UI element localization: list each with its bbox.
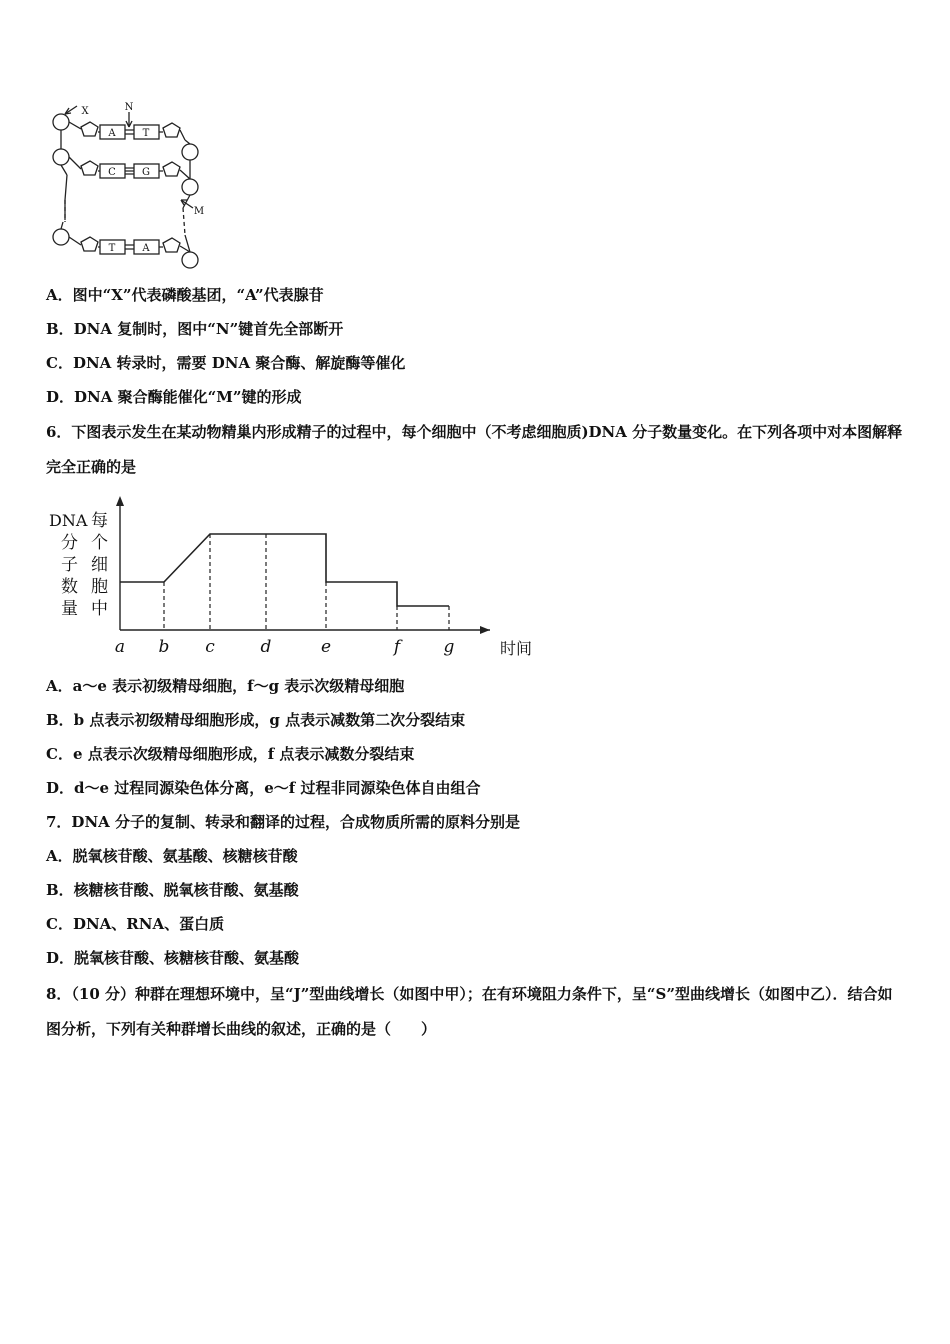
tick-label-c: c [205, 637, 215, 657]
base-pair2-right: G [142, 167, 150, 178]
q6-option-d: D．d～e 过程同源染色体分离，e～f 过程非同源染色体自由组合 [46, 779, 481, 797]
tick-label-f: f [393, 637, 401, 657]
y-axis-label-col1-char: 分 [61, 533, 78, 553]
q7-stem: 7．DNA 分子的复制、转录和翻译的过程，合成物质所需的原料分别是 [46, 813, 521, 831]
q5-option-c: C．DNA 转录时，需要 DNA 聚合酶、解旋酶等催化 [46, 354, 406, 372]
q6-option-c: C．e 点表示次级精母细胞形成，f 点表示减数分裂结束 [46, 745, 415, 763]
tick-label-d: d [260, 637, 272, 657]
x-axis-label: 时间 [500, 639, 533, 658]
q7-option-a: A．脱氧核苷酸、氨基酸、核糖核苷酸 [46, 847, 298, 865]
base-pair2-left: C [108, 167, 116, 178]
q5-option-b: B．DNA 复制时，图中“N”键首先全部断开 [46, 320, 344, 338]
y-axis-label-col1-char: 子 [61, 555, 78, 575]
y-axis-label-col1-char: 数 [61, 577, 78, 597]
y-axis-label-dna: DNA [49, 511, 88, 530]
x-axis-arrow [480, 626, 490, 634]
q7-option-c: C．DNA、RNA、蛋白质 [46, 915, 225, 933]
label-x: X [81, 106, 89, 117]
q6-option-b: B．b 点表示初级精母细胞形成，g 点表示减数第二次分裂结束 [46, 711, 466, 729]
tick-label-g: g [443, 637, 455, 657]
series-line-dna [120, 534, 449, 606]
q7-option-b: B．核糖核苷酸、脱氧核苷酸、氨基酸 [46, 881, 299, 899]
tick-label-b: b [158, 637, 170, 657]
base-pair3-right: A [142, 243, 150, 254]
q7-option-d: D．脱氧核苷酸、核糖核苷酸、氨基酸 [46, 949, 300, 967]
dna-content-chart [45, 490, 533, 665]
tick-label-e: e [320, 637, 332, 657]
label-n: N [124, 102, 134, 113]
y-axis-label-col2-char: 个 [91, 533, 108, 553]
y-axis-label-col2-char: 细 [91, 555, 108, 575]
base-pair1-left: A [108, 128, 116, 139]
q8-stem: 8．（10 分）种群在理想环境中，呈“J”型曲线增长（如图中甲）；在有环境阻力条件下，呈“S”型曲线增长（如图中乙）．结合如图分析，下列有关种群增长曲线的叙述，正确的是（ ） [46, 985, 893, 1038]
q5-option-d: D．DNA 聚合酶能催化“M”键的形成 [46, 388, 302, 406]
y-axis-label-col2-char: 胞 [91, 577, 108, 597]
q6-option-a: A．a～e 表示初级精母细胞，f～g 表示次级精母细胞 [46, 677, 405, 695]
base-pair1-right: T [142, 128, 150, 139]
label-m: M [193, 206, 205, 217]
y-axis-label-col2-char: 每 [91, 511, 108, 531]
y-axis-label-col2-char: 中 [91, 599, 108, 619]
tick-label-a: a [114, 637, 126, 657]
base-pair3-left: T [108, 243, 116, 254]
y-axis-label-col1-char: 量 [61, 599, 78, 619]
q5-option-a: A．图中“X”代表磷酸基团，“A”代表腺苷 [46, 286, 324, 304]
q6-stem: 6．下图表示发生在某动物精巢内形成精子的过程中，每个细胞中（不考虑细胞质)DNA 分子数量变化。在下列各项中对本图解释完全正确的是 [46, 423, 903, 476]
dna-structure-diagram [45, 100, 215, 270]
y-axis-arrow [116, 496, 124, 506]
